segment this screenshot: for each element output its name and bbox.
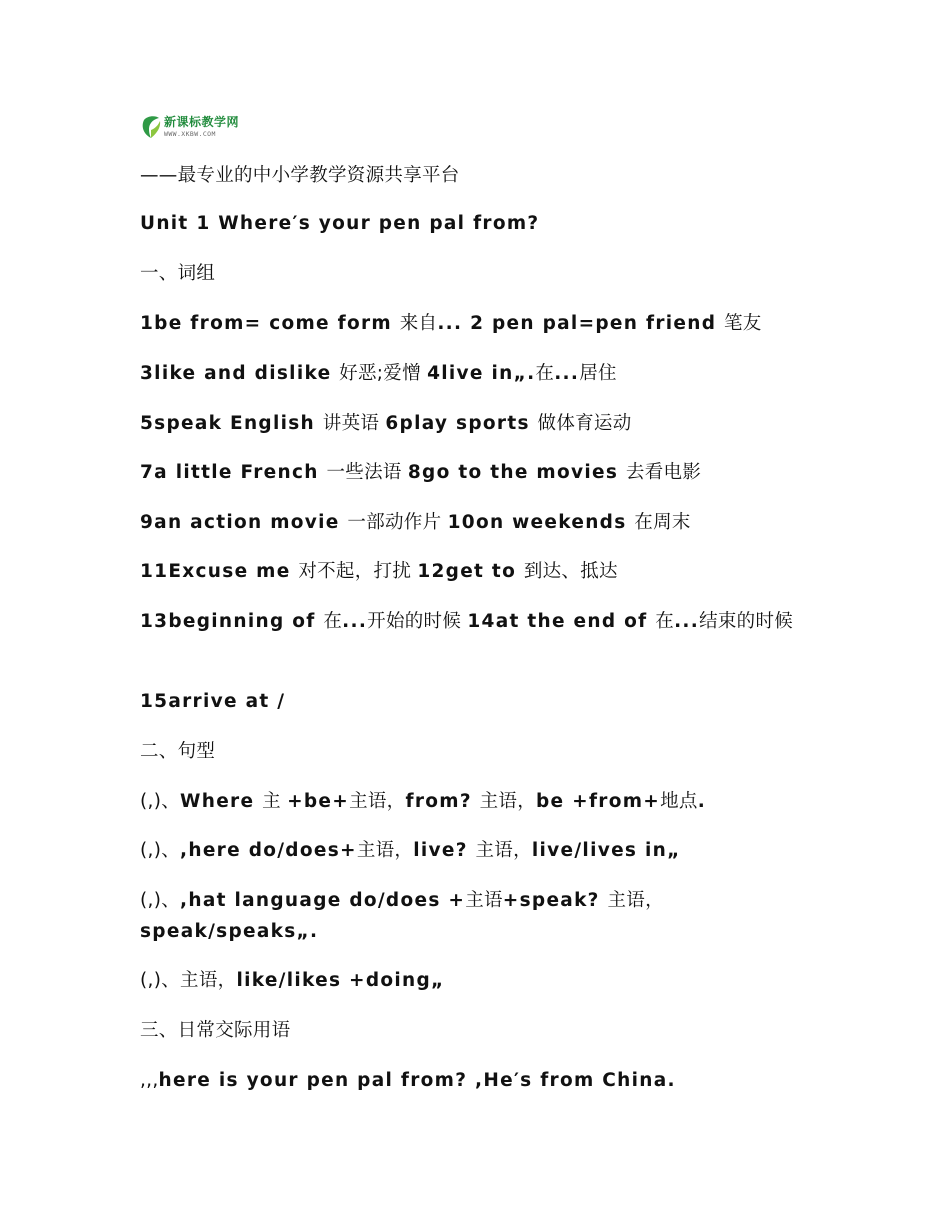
text-segment: 14at the end of bbox=[467, 611, 656, 632]
text-segment: here is your pen pal from? ,He′s from China. bbox=[158, 1070, 676, 1091]
text-segment: Where bbox=[180, 791, 263, 812]
phrase-line bbox=[140, 358, 810, 389]
text-segment: 1be from= come form bbox=[140, 313, 400, 334]
text-segment: 主语， bbox=[607, 890, 664, 911]
text-segment: ,,, bbox=[140, 1070, 159, 1091]
phrase-line bbox=[140, 556, 810, 587]
text-segment: 在 bbox=[535, 363, 555, 384]
text-segment: 主语， bbox=[349, 791, 406, 812]
text-segment: 主语， bbox=[356, 840, 414, 861]
text-segment: 3like and dislike bbox=[140, 363, 340, 384]
text-segment: ... 2 pen pal=pen friend bbox=[437, 313, 724, 334]
text-segment: like/likes +doing„ bbox=[236, 970, 445, 991]
text-segment: 来自 bbox=[399, 313, 438, 334]
text-segment: +speak? bbox=[502, 890, 608, 911]
text-segment: 地点 bbox=[660, 791, 698, 812]
logo-url: WWW.XKBW.COM bbox=[164, 130, 216, 139]
text-segment: 主语 bbox=[465, 890, 503, 911]
text-segment: from? bbox=[405, 791, 480, 812]
text-segment: 在 bbox=[655, 611, 675, 632]
text-segment: live/lives in„ bbox=[531, 840, 681, 861]
phrase-line bbox=[140, 686, 810, 717]
text-segment: (,)、 bbox=[140, 840, 181, 861]
phrase-line bbox=[140, 606, 810, 637]
text-segment: 9an action movie bbox=[140, 512, 348, 533]
text-segment: 做体育运动 bbox=[537, 413, 632, 434]
pattern-line bbox=[140, 965, 810, 996]
dialogue-line bbox=[140, 1065, 810, 1096]
text-segment: ... bbox=[342, 611, 368, 632]
text-segment: 笔友 bbox=[723, 313, 762, 334]
text-segment: 对不起，打扰 bbox=[298, 561, 418, 582]
text-segment: (,)、 bbox=[140, 890, 181, 911]
text-segment: 到达、抵达 bbox=[523, 561, 618, 582]
text-segment: 去看电影 bbox=[625, 462, 702, 483]
text-segment: live? bbox=[413, 840, 476, 861]
phrase-line bbox=[140, 308, 810, 339]
text-segment: 讲英语 bbox=[322, 413, 386, 434]
phrase-line bbox=[140, 507, 810, 538]
text-segment: 11Excuse me bbox=[140, 561, 299, 582]
text-segment: 一些法语 bbox=[326, 462, 408, 483]
text-segment: 5speak English bbox=[140, 413, 323, 434]
text-segment: 主语， bbox=[180, 970, 237, 991]
pattern-line bbox=[140, 786, 810, 817]
text-segment: 10on weekends bbox=[447, 512, 635, 533]
text-segment: (,)、 bbox=[140, 970, 181, 991]
text-segment: (,)、 bbox=[140, 791, 181, 812]
text-segment: 在 bbox=[323, 611, 343, 632]
text-segment: 在周末 bbox=[634, 512, 691, 533]
pattern-line bbox=[140, 835, 810, 866]
text-segment: 一部动作片 bbox=[347, 512, 448, 533]
text-segment: 8go to the movies bbox=[407, 462, 626, 483]
text-segment: 主语， bbox=[475, 840, 532, 861]
text-segment: ,here do/does+ bbox=[180, 840, 357, 861]
site-tagline: ——最专业的中小学教学资源共享平台 bbox=[140, 165, 460, 186]
text-segment: ... bbox=[674, 611, 700, 632]
patterns-heading: 二、句型 bbox=[140, 741, 216, 762]
text-segment: speak/speaks„. bbox=[140, 921, 319, 942]
daily-expressions-heading: 三、日常交际用语 bbox=[140, 1020, 291, 1041]
text-segment: . bbox=[697, 791, 707, 812]
text-segment: 12get to bbox=[417, 561, 524, 582]
site-logo bbox=[140, 112, 254, 142]
text-segment: 13beginning of bbox=[140, 611, 324, 632]
text-segment: be +from+ bbox=[536, 791, 661, 812]
text-segment: 居住 bbox=[579, 363, 617, 384]
pattern-line bbox=[140, 885, 810, 947]
text-segment: 15arrive at / bbox=[140, 691, 286, 712]
logo-name: 新课标教学网 bbox=[164, 115, 240, 130]
text-segment: ... bbox=[554, 363, 580, 384]
text-segment: +be+ bbox=[287, 791, 350, 812]
phrase-line bbox=[140, 457, 810, 488]
text-segment: ,hat language do/does + bbox=[180, 890, 466, 911]
text-segment: 主语， bbox=[479, 791, 537, 812]
text-segment: 开始的时候 bbox=[367, 611, 468, 632]
text-segment: 结束的时候 bbox=[699, 611, 794, 632]
text-segment: 4live in„. bbox=[427, 363, 536, 384]
text-segment: 主 bbox=[262, 791, 288, 812]
text-segment: 7a little French bbox=[140, 462, 327, 483]
unit-title: Unit 1 Where′s your pen pal from? bbox=[140, 213, 540, 234]
phrases-heading: 一、词组 bbox=[140, 263, 216, 284]
text-segment: 好恶;爱憎 bbox=[339, 363, 428, 384]
text-segment: 6play sports bbox=[385, 413, 538, 434]
leaf-logo-icon bbox=[140, 114, 162, 140]
phrase-line bbox=[140, 408, 810, 439]
